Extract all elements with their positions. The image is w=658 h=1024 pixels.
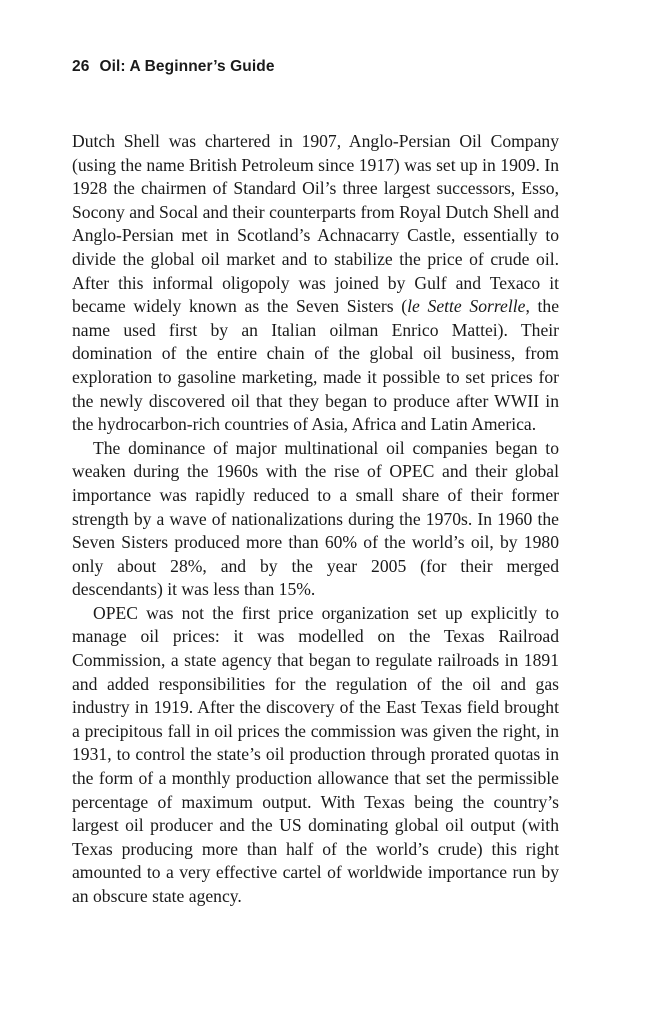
page-number: 26: [72, 58, 90, 75]
paragraph-1-part-b: , the name used first by an Italian oilman Enrico Mattei). Their domination of the entire chain of the global oil business, from exploration to gasoline marketing, made it possible to set prices for the newly discovered oil that they began to produce after WWII in the hydrocarbon-rich countries of Asia, Africa and Latin America.: [72, 296, 560, 435]
paragraph-1: [72, 130, 559, 437]
paragraph-1-part-a: Dutch Shell was chartered in 1907, Anglo-Persian Oil Company (using the name British Petroleum since 1917) was set up in 1909. In 1928 the chairmen of Standard Oil’s three largest successors, Esso, Socony and Socal and their counterparts from Royal Dutch Shell and Anglo-Persian met in Scotland’s Achnacarry Castle, essentially to divide the global oil market and to stabilize the price of crude oil. After this informal oligopoly was joined by Gulf and Texaco it became widely known as the Seven Sisters (: [72, 131, 559, 317]
book-title: Oil: A Beginner’s Guide: [99, 58, 275, 75]
running-head: [72, 58, 275, 76]
paragraph-1-italic-term: le Sette Sorrelle: [407, 296, 526, 317]
paragraph-2: The dominance of major multinational oil companies began to weaken during the 1960s with the rise of OPEC and their global importance was rapidly reduced to a small share of their former strength by a wave of nationalizations during the 1970s. In 1960 the Seven Sisters produced more than 60% of the world’s oil, by 1980 only about 28%, and by the year 2005 (for their merged descendants) it was less than 15%.: [72, 437, 559, 600]
body-text: [72, 130, 559, 909]
paragraph-3: OPEC was not the first price organization set up explicitly to manage oil prices: it was modelled on the Texas Railroad Commission, a state agency that began to regulate railroads in 1891 and added responsibilities for the regulation of the oil and gas industry in 1919. After the discovery of the East Texas field brought a precipitous fall in oil prices the commission was given the right, in 1931, to control the state’s oil production through prorated quotas in the form of a monthly production allowance that set the permissible percentage of maximum output. With Texas being the country’s largest oil producer and the US dominating global oil output (with Texas producing more than half of the world’s crude) this right amounted to a very effective cartel of worldwide importance run by an obscure state agency.: [72, 602, 559, 906]
